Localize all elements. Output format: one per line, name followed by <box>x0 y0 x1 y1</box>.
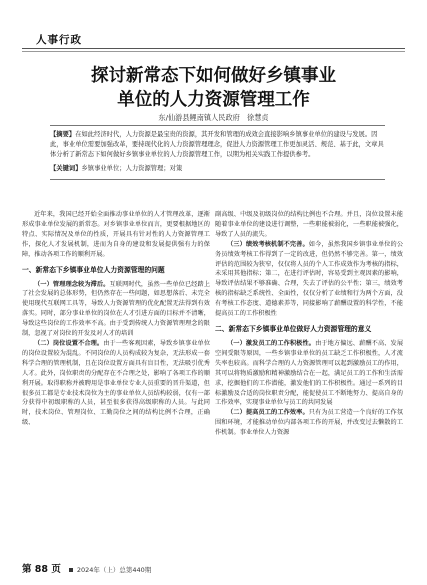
page-footer <box>22 561 151 575</box>
abstract-paragraph <box>50 130 385 161</box>
header-rule <box>22 48 405 49</box>
paragraph-performance-text: 如今，虽然我国乡镇事业单位的公务员绩效考核工作得到了一定的改进，但仍然不够完善。第一，绩效评估的范围较为狭窄，仅仅将人员的个人工作成效作为考核的指标，未采用其他指标；第二，在进行评估时，容易受到主观因素的影响，导致评估结果不够准确、合理，失去了评估的公平性；第三，绩效考核的指标缺乏系统性、全面性，仅仅分析了业绩和行为两个方面，没有考核工作态度、道德素养等，同接影响了薪酬设置的科学性，不能提高员工的工作积极性 <box>215 240 404 318</box>
section-heading-problems: 一、新常态下乡镇事业单位人力资源管理的问题 <box>22 265 165 274</box>
paragraph-efficiency <box>215 408 403 438</box>
abstract-box <box>50 125 385 180</box>
keywords-label: 【关键词】 <box>50 164 82 172</box>
subheading-performance: （三）绩效考核机制不完善。 <box>227 240 309 248</box>
paragraph-motivation-text: 由于地方偏远、薪酬不高、发展空间受限等原因，一些乡镇事业单位的员工缺乏工作积极性，人才流失率也较高。而科学合理的人力资源管理可以起到激励员工的作用，其可以将物质激励和精神激励结合在一起，满足员工的工作和生活需求，挖掘他们的工作潜能，激发他们的工作积极性。通过一系列的目标激励及合适的岗位职责分配，能促使员工不断地努力、提高自身的工作效率，实现事业单位与员工的共同发展 <box>215 339 404 407</box>
paragraph-efficiency-text: 只有为员工营造一个良好的工作氛围和环境，才能推动单位内部各项工作的开展，并改变过去懒散的工作机制。事业单位人力资源 <box>215 409 404 437</box>
paragraph-positions-text: 由于一些客观因素，导致乡镇事业单位的岗位设置较为混乱。不同岗位的人员构成较为复杂，无法形成一套科学合理的管理机制，且在岗位设置方面具有盲目性，无法吸引优秀人才。此外，岗位职责的分配存在不合理之处，影响了各项工作的顺利开展。取得职称并被聘用是事业单位专业人员重要的晋升渠道，但很多员工都是专业技术岗位为主的事业单位人员结构较弱，仅有一部分获得中初级职称的人员，甚至很多获得高级职称的人员。与此同时，技术岗位、管理岗位、工勤岗位之间的结构比例不合理，正确级、 <box>22 339 211 427</box>
page-number: 第 88 页 <box>22 564 61 575</box>
paragraph-concept-text: 互联网时代，虽然一些单位已经踏上了社会发展的总体形势，但仍然存在一些问题，如思想落后、未完全使用现代互联网工具等，导致人力资源管理的优化配置无法得到有效落实。同时，部分事业单位的岗位在人才引进方面的目标并不清晰，导致这些岗位的工作效率不高。由于受到传统人力资源管理理念的限制，忽视了对岗位的开发及对人才的培训 <box>22 280 211 338</box>
right-column <box>215 210 403 438</box>
paragraph-concept <box>22 280 210 339</box>
intro-paragraph: 近年来，我国已经开始全面推动事业单位的人才管理改革，逐渐形成事业单位发展的新常态。对乡镇事业单位而言，更要根据地区的特点、实际情况及单位的性质，开展具有针对性的人力资源管理工作，探化人才发展机制，进而为自身的建设和发展提供强有力的保障，推动各项工作的顺利开展。 <box>22 211 210 258</box>
paragraph-motivation <box>215 339 403 408</box>
header-rule-secondary <box>22 51 405 52</box>
subheading-efficiency: （二）提高员工的工作效率。 <box>227 409 309 417</box>
article-title-line2: 单位的人力资源管理工作 <box>117 90 310 110</box>
subheading-concept: （一）管理理念较为滞后。 <box>34 280 110 288</box>
section-tag: 人事行政 <box>36 34 82 46</box>
subheading-positions: （二）岗位设置不合理。 <box>34 339 104 347</box>
paragraph-positions <box>22 339 210 428</box>
abstract-text: 在如此经济时代，人力资源是最宝贵的资源，其开发和管理的成效会直接影响乡镇事业单位的建设与发展。因此，事业单位需要加强改革，要持现代化的人力资源管理理念，促进人力资源管理工作更加灵活、规范、基于此，文章具体分析了新常态下如何做好乡镇事业单位的人力资源管理工作，以期为相关实践工作提供参考。 <box>50 131 384 159</box>
issue-info: 2024年（上）总第440期 <box>76 566 152 574</box>
subheading-motivation: （一）激发员工的工作积极性。 <box>227 339 316 347</box>
article-title-line1: 探讨新常态下如何做好乡镇事业 <box>91 66 336 86</box>
keywords-paragraph <box>50 164 385 174</box>
left-column <box>22 210 210 428</box>
byline: 东/仙游县鲤南镇人民政府 徐慧贞 <box>158 113 269 122</box>
keywords-text: 乡镇事业单位；人力资源管理；对策 <box>81 164 183 172</box>
section-heading-significance: 二、新常态下乡镇事业单位做好人力资源管理的意义 <box>215 324 372 333</box>
continued-paragraph: 副高级、中级及初级岗位的结构比例也不合理。并且，岗位设置未能随着事业单位的建设进行调整，一些职能被弱化，一些职能被强化，导致了人员的流失。 <box>215 211 403 238</box>
paragraph-performance <box>215 240 403 319</box>
footer-separator-icon <box>69 568 73 572</box>
abstract-label: 【摘要】 <box>50 131 76 138</box>
